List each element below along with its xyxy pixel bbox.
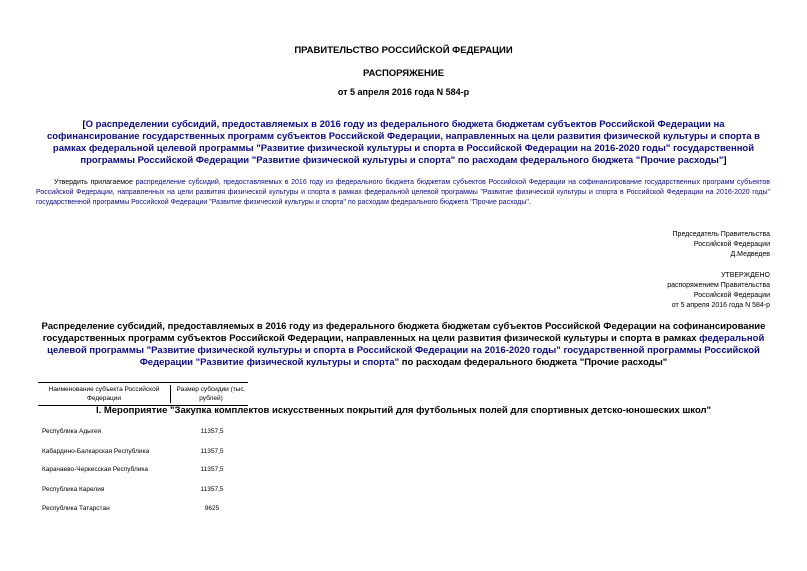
title-bracket-open: [ xyxy=(82,119,86,130)
signature-block xyxy=(673,230,770,260)
order-date-number: от 5 апреля 2016 года N 584-р xyxy=(337,87,470,97)
approval-label: УТВЕРЖДЕНО xyxy=(720,272,770,279)
subsidy-value: 11357,5 xyxy=(200,448,224,455)
approval-by: распоряжением Правительства xyxy=(667,282,770,289)
approval-block xyxy=(667,271,770,311)
approval-date: от 5 апреля 2016 года N 584-р xyxy=(671,302,770,309)
title-link[interactable]: О распределении субсидий, предоставляемых в 2016 году из федерального бюджета бюджетам субъектов Российской Федерации на софинансирование государственных программ субъектов Российской Федерации, направленных на цели развития физической культуры и спорта в рамках федеральной целевой программы "Развитие физической культуры и спорта в Российской Федерации на 2016-2020 годы" государственной программы Российской Федерации "Развитие физической культуры и спорта" по расходам федерального бюджета "Прочие расходы" xyxy=(47,119,760,166)
table-section-heading: I. Мероприятие "Закупка комплектов искусственных покрытий для футбольных полей для спортивных детско-юношеских школ" xyxy=(95,405,712,416)
column-header-subsidy: Размер субсидии (тыс. рублей) xyxy=(176,386,246,402)
column-header-region: Наименование субъекта Российской Федерации xyxy=(38,385,171,403)
document-title xyxy=(36,119,771,167)
subsidy-value: 9625 xyxy=(204,505,220,512)
body-suffix: . xyxy=(528,199,531,206)
body-prefix: Утвердить прилагаемое xyxy=(54,179,136,186)
region-name: Республика Татарстан xyxy=(42,505,110,512)
region-name: Кабардино-Балкарская Республика xyxy=(42,448,150,455)
region-name: Республика Карелия xyxy=(42,486,105,493)
distribution-heading xyxy=(36,321,771,369)
order-body-paragraph xyxy=(36,178,770,208)
government-heading: ПРАВИТЕЛЬСТВО РОССИЙСКОЙ ФЕДЕРАЦИИ xyxy=(294,45,513,56)
distribution-heading-text: Распределение субсидий, предоставляемых в 2016 году из федерального бюджета бюджетам субъектов Российской Федерации на софинансирование государственных программ субъектов Российской Федерации, направленных на цели развития физической культуры и спорта в рамках xyxy=(41,321,766,344)
order-type-heading: РАСПОРЯЖЕНИЕ xyxy=(362,68,445,79)
state-program-link[interactable]: государственной программы Российской Федерации "Развитие физической культуры и спорта" xyxy=(139,345,760,368)
distribution-link[interactable]: распределение субсидий, предоставляемых в 2016 году из федерального бюджета бюджетам субъектов Российской Федерации на софинансирование государственных программ субъектов Российской Федерации, направленных на цели развития физической культуры и спорта в рамках федеральной целевой программы "Развитие физической культуры и спорта в Российской Федерации на 2016-2020 годы" государственной программы Российской Федерации "Развитие физической культуры и спорта" по расходам федерального бюджета "Прочие расходы" xyxy=(36,179,771,206)
signature-country: Российской Федерации xyxy=(693,241,770,248)
title-bracket-close: ] xyxy=(723,155,727,166)
federal-program-link[interactable]: федеральной целевой программы "Развитие физической культуры и спорта в Российской Федерации на 2016-2020 годы" xyxy=(47,333,765,356)
approval-country: Российской Федерации xyxy=(693,292,770,299)
subsidy-value: 11357,5 xyxy=(200,486,224,493)
subsidy-value: 11357,5 xyxy=(200,428,224,435)
subsidy-value: 11357,5 xyxy=(200,466,224,473)
table-header xyxy=(38,382,248,406)
signature-name: Д.Медведев xyxy=(730,251,770,258)
region-name: Республика Адыгея xyxy=(42,428,102,435)
distribution-heading-end: по расходам федерального бюджета "Прочие расходы" xyxy=(399,357,668,368)
signature-position: Председатель Правительства xyxy=(672,231,770,238)
region-name: Карачаево-Черкесская Республика xyxy=(42,466,148,473)
